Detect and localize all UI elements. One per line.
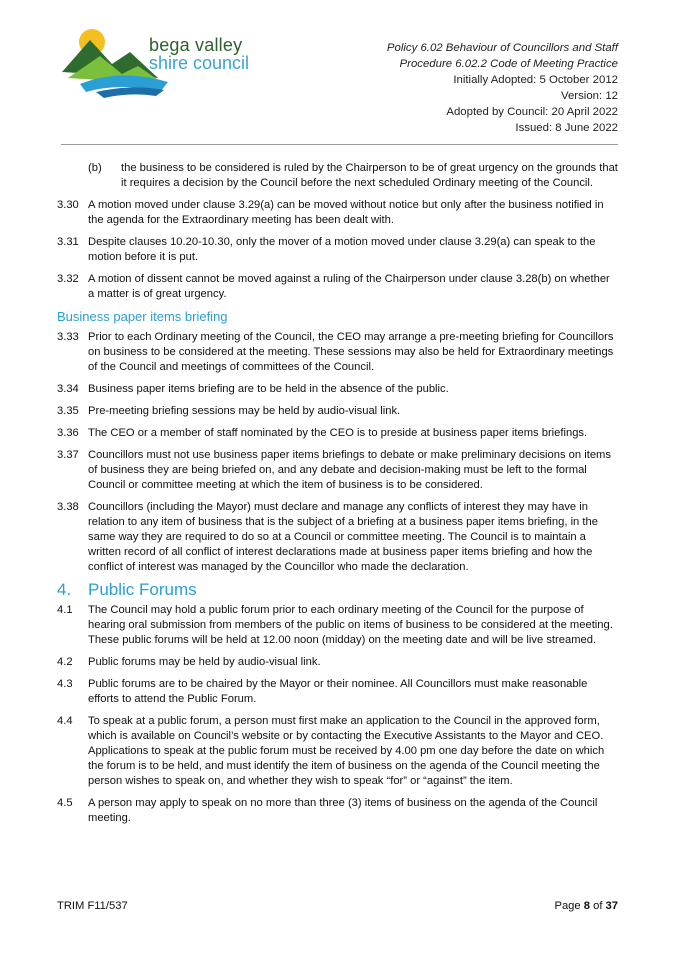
clause-number: 3.36 (57, 427, 79, 439)
clause-3-30 (57, 198, 618, 228)
clause-3-32 (57, 272, 618, 302)
clause-4-5 (57, 796, 618, 826)
clause-number: 3.35 (57, 405, 79, 417)
clause-number: 3.34 (57, 383, 79, 395)
clause-number: 3.32 (57, 273, 79, 285)
document-header (387, 40, 618, 136)
clause-text: A motion moved under clause 3.29(a) can be moved without notice but only after the business notified in the agenda for the Extraordinary meeting has been dealt with. (88, 199, 604, 226)
page-of-label: of (593, 900, 603, 912)
clause-text: Councillors must not use business paper items briefings to debate or make preliminary decisions on items of business they are being briefed on, and any debate and decision-making must be left to the formal Council or committee meeting at which the item of business is to be considered. (88, 449, 611, 491)
header-procedure: Procedure 6.02.2 Code of Meeting Practice (399, 58, 618, 70)
header-version: Version: 12 (561, 90, 618, 102)
header-policy: Policy 6.02 Behaviour of Councillors and Staff (386, 42, 618, 54)
clause-3-35 (57, 404, 618, 419)
header-issued: Issued: 8 June 2022 (515, 122, 618, 134)
clause-text: A motion of dissent cannot be moved against a ruling of the Chairperson under clause 3.28(b) on whether a matter is of great urgency. (88, 273, 610, 300)
clause-text: Prior to each Ordinary meeting of the Council, the CEO may arrange a pre-meeting briefing for Councillors on business to be considered at the meeting. These sessions may also be held for Extraordinary meetings of the Council and meetings of committees of the Council. (88, 331, 614, 373)
clause-number: 4.5 (57, 797, 73, 809)
clause-number: 4.3 (57, 678, 73, 690)
footer-trim: TRIM F11/537 (57, 900, 128, 912)
heading-business-paper-briefing: Business paper items briefing (57, 309, 228, 324)
clause-4-4 (57, 714, 618, 789)
page-label: Page (554, 900, 581, 912)
page-total: 37 (605, 900, 618, 912)
clause-3-33 (57, 330, 618, 375)
document-body (57, 161, 618, 833)
clause-text: Councillors (including the Mayor) must declare and manage any conflicts of interest they may have in relation to any item of business that is the subject of a briefing at a business paper items briefing, in the same way they are required to do so at a Council or committee meeting. The Council is to maintain a written record of all conflict of interest declarations made at business paper items briefing and how the conflict of interest was managed by the Councillor who made the declaration. (88, 501, 598, 573)
clause-text: Pre-meeting briefing sessions may be held by audio-visual link. (88, 405, 401, 417)
clause-number: 4.2 (57, 656, 73, 668)
logo-line-1: bega valley (149, 35, 243, 55)
clause-number: 3.37 (57, 449, 79, 461)
clause-text: Despite clauses 10.20-10.30, only the mover of a motion moved under clause 3.29(a) can speak to the motion before it is put. (88, 236, 596, 263)
clause-3-36 (57, 426, 618, 441)
clause-text: Public forums may be held by audio-visual link. (88, 656, 321, 668)
heading-public-forums (57, 582, 618, 597)
clause-text: To speak at a public forum, a person must first make an application to the Council in the approved form, which is available on Council’s website or by contacting the Executive Assistants to the Mayor and CEO. Applications to speak at the public forum must be received by 4.00 pm one day before the date on which the forum is to be held, and must identify the item of business on the agenda of the Council meeting the person wishes to speak on, and whether they wish to speak “for” or “against” the item. (88, 715, 605, 787)
clause-3-38 (57, 500, 618, 575)
clause-text: A person may apply to speak on no more than three (3) items of business on the agenda of the Council meeting. (88, 797, 598, 824)
clause-4-2 (57, 655, 618, 670)
clause-text: The CEO or a member of staff nominated by the CEO is to preside at business paper items briefings. (88, 427, 588, 439)
page-current: 8 (583, 900, 590, 912)
council-logo (60, 22, 290, 104)
clause-number: (b) (88, 162, 102, 174)
clause-number: 4.1 (57, 604, 73, 616)
footer-page-number (555, 900, 619, 912)
clause-text: the business to be considered is ruled by the Chairperson to be of great urgency on the grounds that it requires a decision by the Council before the next scheduled Ordinary meeting of the Council. (121, 162, 618, 189)
clause-number: 4.4 (57, 715, 73, 727)
clause-4-1 (57, 603, 618, 648)
clause-3-34 (57, 382, 618, 397)
clause-text: Public forums are to be chaired by the Mayor or their nominee. All Councillors must make reasonable efforts to attend the Public Forum. (88, 678, 588, 705)
header-divider (61, 144, 618, 145)
logo-line-2: shire council (149, 53, 250, 73)
clause-4-3 (57, 677, 618, 707)
section-number: 4. (57, 580, 72, 599)
clause-3-37 (57, 448, 618, 493)
clause-3-31 (57, 235, 618, 265)
clause-text: Business paper items briefing are to be held in the absence of the public. (88, 383, 449, 395)
clause-number: 3.38 (57, 501, 79, 513)
clause-number: 3.31 (57, 236, 79, 248)
clause-number: 3.33 (57, 331, 79, 343)
clause-3-29-b (57, 161, 618, 191)
header-adopted: Adopted by Council: 20 April 2022 (446, 106, 618, 118)
clause-number: 3.30 (57, 199, 79, 211)
clause-text: The Council may hold a public forum prior to each ordinary meeting of the Council for the purpose of hearing oral submission from members of the public on items of business to be considered at the meeting. These public forums will be held at 12.00 noon (midday) on the meeting date and will be live streamed. (88, 604, 613, 646)
section-title: Public Forums (88, 580, 197, 599)
header-initially-adopted: Initially Adopted: 5 October 2012 (453, 74, 618, 86)
